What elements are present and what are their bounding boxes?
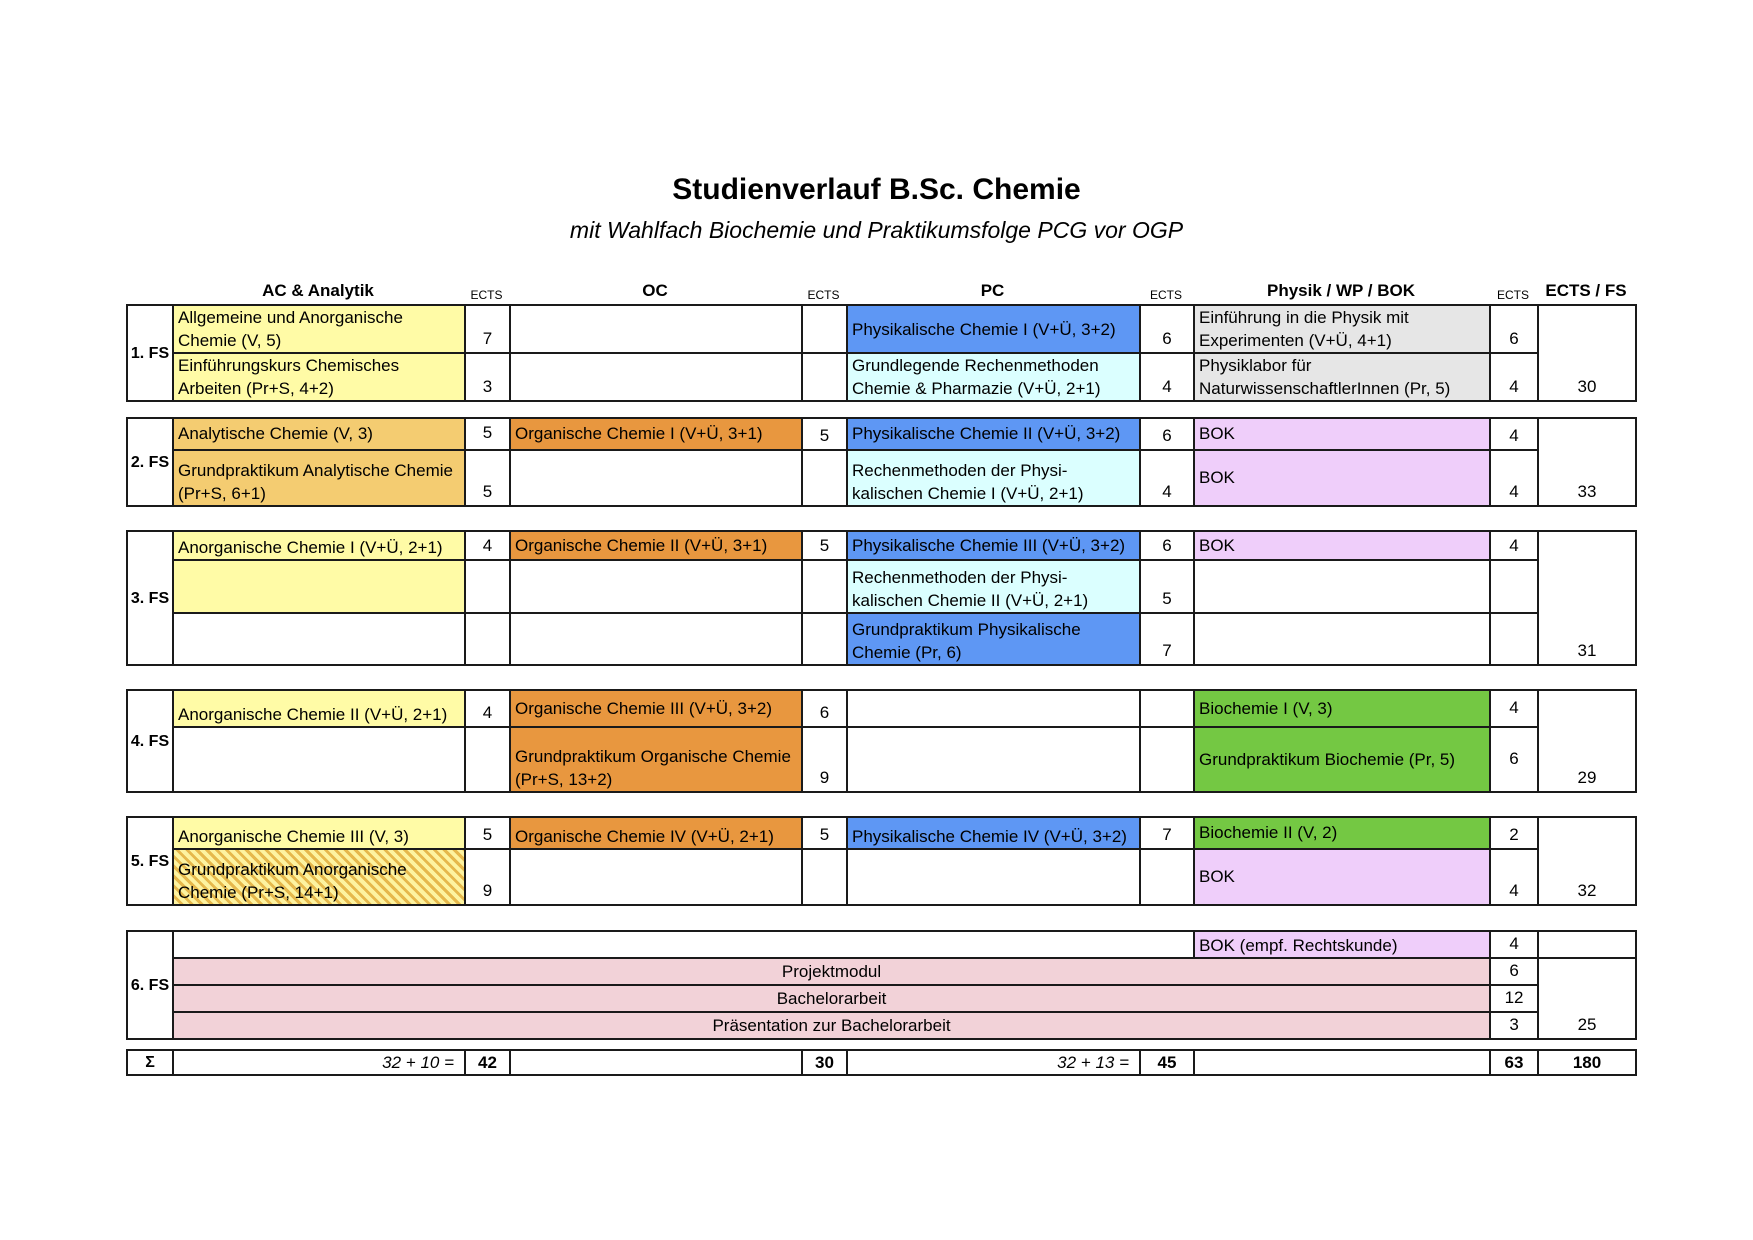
module-cell: Organische Chemie I (V+Ü, 3+1) <box>510 418 802 450</box>
module-cell: Grundpraktikum Biochemie (Pr, 5) <box>1194 727 1490 792</box>
header-pc: PC <box>980 281 1005 300</box>
header-ects-oc: ECTS <box>807 288 840 302</box>
ects-cell: 6 <box>1490 958 1538 985</box>
empty-cell <box>1194 613 1490 665</box>
empty-cell <box>802 613 847 665</box>
module-cell: Biochemie I (V, 3) <box>1194 690 1490 727</box>
ects-cell: 6 <box>1140 418 1194 450</box>
header-ac: AC & Analytik <box>262 281 374 300</box>
module-cell: Allgemeine und Anorganische Chemie (V, 5) <box>173 305 465 353</box>
ects-cell: 7 <box>465 305 510 353</box>
empty-cell <box>465 560 510 612</box>
header-ects-physik: ECTS <box>1496 288 1529 302</box>
module-cell: Grundpraktikum Analytische Chemie (Pr+S, 6+1) <box>173 450 465 506</box>
empty-cell <box>173 727 465 792</box>
semester-4-block <box>126 689 1635 793</box>
module-cell: Bachelorarbeit <box>173 985 1490 1012</box>
ects-cell: 4 <box>1490 353 1538 401</box>
semester-total: 30 <box>1538 305 1636 401</box>
header-ects-fs: ECTS / FS <box>1545 281 1627 300</box>
empty-cell <box>510 353 802 401</box>
module-cell: Physikalische Chemie III (V+Ü, 3+2) <box>847 531 1140 560</box>
ects-cell: 4 <box>1490 531 1538 560</box>
empty-cell <box>1194 560 1490 612</box>
header-oc: OC <box>642 281 668 300</box>
ects-cell: 4 <box>1140 353 1194 401</box>
semester-total: 31 <box>1538 531 1636 665</box>
module-cell: Grundpraktikum Organische Chemie (Pr+S, 13+2) <box>510 727 802 792</box>
sum-formula-pc: 32 + 13 = <box>847 1050 1140 1075</box>
ects-cell: 6 <box>1490 305 1538 353</box>
module-cell: BOK <box>1194 849 1490 905</box>
semester-3-block <box>126 530 1635 666</box>
empty-cell <box>510 613 802 665</box>
module-cell: Einführungskurs Chemisches Arbeiten (Pr+S, 4+2) <box>173 353 465 401</box>
semester-5-block <box>126 816 1635 906</box>
empty-cell <box>1194 1050 1490 1075</box>
module-cell: Grundpraktikum Anorganische Chemie (Pr+S, 14+1) <box>173 849 465 905</box>
sum-label: Σ <box>127 1050 173 1075</box>
empty-cell <box>1538 931 1636 958</box>
module-cell: Präsentation zur Bachelorarbeit <box>173 1012 1490 1039</box>
ects-cell: 6 <box>802 690 847 727</box>
ects-cell: 3 <box>465 353 510 401</box>
module-cell: Organische Chemie IV (V+Ü, 2+1) <box>510 817 802 849</box>
module-cell: Rechenmethoden der Physi-kalischen Chemie II (V+Ü, 2+1) <box>847 560 1140 612</box>
ects-cell: 5 <box>1140 560 1194 612</box>
empty-cell <box>802 450 847 506</box>
semester-total: 32 <box>1538 817 1636 905</box>
empty-cell <box>510 305 802 353</box>
module-cell: BOK <box>1194 531 1490 560</box>
ects-cell: 5 <box>465 817 510 849</box>
empty-cell <box>510 560 802 612</box>
semester-2-block <box>126 417 1635 507</box>
ects-cell: 4 <box>1140 450 1194 506</box>
sum-pc: 45 <box>1140 1050 1194 1075</box>
semester-label: 5. FS <box>127 817 173 905</box>
empty-cell <box>802 849 847 905</box>
ects-cell: 12 <box>1490 985 1538 1012</box>
empty-cell <box>1140 849 1194 905</box>
empty-cell <box>1490 560 1538 612</box>
sum-ac: 42 <box>465 1050 510 1075</box>
page-title: Studienverlauf B.Sc. Chemie <box>672 173 1081 206</box>
empty-cell <box>1140 690 1194 727</box>
empty-cell <box>510 849 802 905</box>
semester-6-block <box>126 930 1635 1035</box>
ects-cell: 3 <box>1490 1012 1538 1039</box>
module-cell: Organische Chemie II (V+Ü, 3+1) <box>510 531 802 560</box>
empty-cell <box>173 931 1194 958</box>
ects-cell: 6 <box>1140 305 1194 353</box>
ects-cell: 7 <box>1140 613 1194 665</box>
semester-1-block <box>126 304 1635 398</box>
sum-oc: 30 <box>802 1050 847 1075</box>
module-cell: Biochemie II (V, 2) <box>1194 817 1490 849</box>
module-cell: Organische Chemie III (V+Ü, 3+2) <box>510 690 802 727</box>
empty-cell <box>847 690 1140 727</box>
ects-cell: 4 <box>1490 418 1538 450</box>
sum-total: 180 <box>1538 1050 1636 1075</box>
semester-label: 4. FS <box>127 690 173 792</box>
module-cell: Analytische Chemie (V, 3) <box>173 418 465 450</box>
header-physik: Physik / WP / BOK <box>1266 281 1415 300</box>
semester-label: 1. FS <box>127 305 173 401</box>
ects-cell: 7 <box>1140 817 1194 849</box>
ects-cell: 5 <box>802 817 847 849</box>
ects-cell: 6 <box>1490 727 1538 792</box>
module-cell: Anorganische Chemie II (V+Ü, 2+1) <box>173 690 465 727</box>
empty-cell <box>173 613 465 665</box>
empty-cell <box>465 613 510 665</box>
ects-cell: 4 <box>1490 931 1538 958</box>
sum-row-block <box>126 1049 1635 1075</box>
empty-cell <box>802 353 847 401</box>
module-cell: Anorganische Chemie III (V, 3) <box>173 817 465 849</box>
ects-cell: 4 <box>465 690 510 727</box>
ects-cell: 5 <box>465 450 510 506</box>
empty-cell <box>1490 613 1538 665</box>
module-cell: BOK <box>1194 450 1490 506</box>
module-cell: Projektmodul <box>173 958 1490 985</box>
empty-cell <box>510 450 802 506</box>
header-ects-pc: ECTS <box>1149 288 1182 302</box>
semester-total: 33 <box>1538 418 1636 506</box>
module-cell: Rechenmethoden der Physi-kalischen Chemie I (V+Ü, 2+1) <box>847 450 1140 506</box>
empty-cell <box>847 849 1140 905</box>
semester-total: 29 <box>1538 690 1636 792</box>
header-ects-ac: ECTS <box>470 288 503 302</box>
module-cell: Physikalische Chemie I (V+Ü, 3+2) <box>847 305 1140 353</box>
empty-cell <box>173 560 465 612</box>
module-cell: BOK <box>1194 418 1490 450</box>
module-cell: Physikalische Chemie IV (V+Ü, 3+2) <box>847 817 1140 849</box>
empty-cell <box>847 727 1140 792</box>
page-subtitle: mit Wahlfach Biochemie und Praktikumsfolge PCG vor OGP <box>569 217 1184 243</box>
ects-cell: 5 <box>802 418 847 450</box>
empty-cell <box>1140 727 1194 792</box>
ects-cell: 6 <box>1140 531 1194 560</box>
empty-cell <box>802 305 847 353</box>
semester-label: 3. FS <box>127 531 173 665</box>
sum-formula-ac: 32 + 10 = <box>173 1050 465 1075</box>
module-cell: Grundlegende Rechenmethoden Chemie & Pharmazie (V+Ü, 2+1) <box>847 353 1140 401</box>
sum-physik: 63 <box>1490 1050 1538 1075</box>
module-cell: Einführung in die Physik mit Experimenten (V+Ü, 4+1) <box>1194 305 1490 353</box>
ects-cell: 5 <box>465 418 510 450</box>
empty-cell <box>465 727 510 792</box>
ects-cell: 2 <box>1490 817 1538 849</box>
ects-cell: 4 <box>1490 690 1538 727</box>
ects-cell: 9 <box>465 849 510 905</box>
semester-label: 6. FS <box>127 931 173 1039</box>
module-cell: Grundpraktikum Physikalische Chemie (Pr, 6) <box>847 613 1140 665</box>
module-cell: Anorganische Chemie I (V+Ü, 2+1) <box>173 531 465 560</box>
module-cell: Physikalische Chemie II (V+Ü, 3+2) <box>847 418 1140 450</box>
empty-cell <box>510 1050 802 1075</box>
empty-cell <box>802 560 847 612</box>
semester-label: 2. FS <box>127 418 173 506</box>
ects-cell: 4 <box>1490 450 1538 506</box>
module-cell: Physiklabor für NaturwissenschaftlerInnen (Pr, 5) <box>1194 353 1490 401</box>
semester-total: 25 <box>1538 958 1636 1039</box>
ects-cell: 4 <box>1490 849 1538 905</box>
ects-cell: 5 <box>802 531 847 560</box>
module-cell: BOK (empf. Rechtskunde) <box>1194 931 1490 958</box>
ects-cell: 9 <box>802 727 847 792</box>
ects-cell: 4 <box>465 531 510 560</box>
